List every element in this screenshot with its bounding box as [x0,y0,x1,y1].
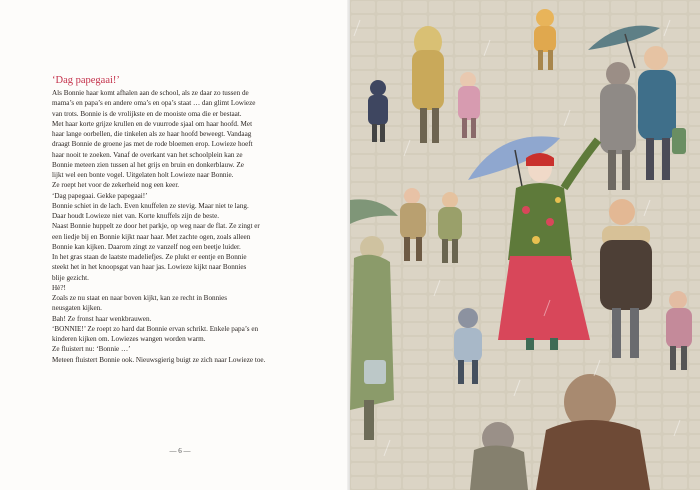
text-line: haar lange oorbellen, die tinkelen als ze haar hoofd beweegt. Vandaag [52,130,252,138]
text-line: Bah! Ze fronst haar wenkbrauwen. [52,314,152,323]
text-line: Als Bonnie haar komt afhalen aan de school, als ze daar zo tussen de [52,89,249,97]
text-line: Ze roept het voor de zekerheid nog een keer. [52,181,180,190]
text-line: draagt Bonnie de groene jas met de rode bloemen erop. Lowieze hoeft [52,140,253,149]
text-line: Meteen fluistert Bonnie ook. Nieuwsgierig buigt ze zich naar Lowieze toe. [52,355,266,364]
text-line: neusgaten kijken. [52,304,102,313]
text-line: een liedje bij en Bonnie kijkt naar haar. Met zachte ogen, zoals alleen [52,232,251,241]
text-line: Hè?! [52,283,66,292]
text-line: ‘Dag papegaai. Gekke papegaai!’ [52,191,148,200]
text-line: mama’s en papa’s en andere oma’s en opa’s staat … dan glimt Lowieze [52,99,256,108]
rainy-street-illustration [350,0,700,490]
text-line: Bonnie meteen zien tussen al het grijs en bruin en donkerblauw. Ze [52,160,244,169]
body-text [52,88,340,365]
text-line: Daar houdt Lowieze niet van. Korte knuffels zijn de beste. [52,212,220,220]
text-line: steekt het in het knoopsgat van haar jas. Lowieze kijkt naar Bonnies [52,263,247,272]
text-line: van trots. Bonnie is de vrolijkste en de mooiste oma die er bestaat. [52,109,242,118]
text-line: kinderen kijken om. Lowiezes wangen worden warm. [52,335,206,343]
text-line: haar nooit te zoeken. Vanaf de overkant van het schoolplein kan ze [52,150,243,159]
bonnie-coat [508,183,572,260]
text-line: Ze fluistert nu: ‘Bonnie …’ [52,345,131,354]
text-line: Bonnie kan kijken. Daarom zingt ze vanzelf nog een beetje luider. [52,242,241,251]
text-line: Met haar korte grijze krullen en de vuurrode sjaal om haar hoofd. Met [52,119,253,128]
page-number: — 6 — [169,447,191,455]
text-line: Bonnie schiet in de lach. Even knuffelen ze stevig. Maar niet te lang. [52,201,249,210]
text-line: lijkt wel een bonte vogel. Uitgelaten holt Lowieze naar Bonnie. [52,171,234,179]
text-line: Naast Bonnie huppelt ze door het parkje, op weg naar de flat. Ze zingt er [52,222,260,231]
illustration-page [350,0,700,490]
text-line: blije gezicht. [52,273,89,282]
text-line: In het gras staan de laatste madeliefjes. Ze plukt er eentje en Bonnie [52,253,247,261]
text-line: ‘BONNIE!’ Ze roept zo hard dat Bonnie ervan schrikt. Enkele papa’s en [52,324,259,333]
text-line: Zoals ze nu staat en naar boven kijkt, kan ze recht in Bonnies [52,294,228,302]
chapter-heading: ‘Dag papegaai!’ [52,75,120,86]
